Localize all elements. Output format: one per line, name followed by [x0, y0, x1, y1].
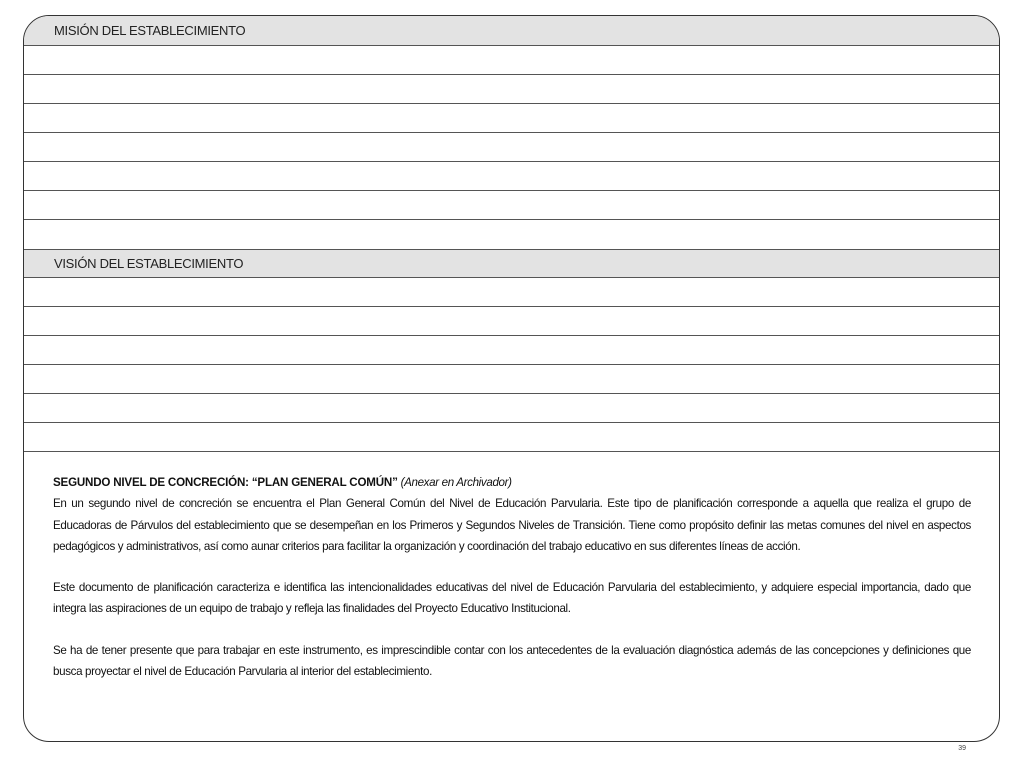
mision-line[interactable]: [24, 46, 999, 75]
mision-line[interactable]: [24, 220, 999, 249]
paragraph-2: Este documento de planificación caracteriza e identifica las intencionalidades educativas del nivel de Educación Parvularia del establecimiento, y adquiere especial importancia, dado que integra las aspiraciones de un equipo de trabajo y refleja las finalidades del Proyecto Educativo Institucional.: [53, 581, 971, 616]
segundo-nivel-section: [24, 452, 999, 682]
vision-line[interactable]: [24, 307, 999, 336]
vision-line[interactable]: [24, 394, 999, 423]
form-frame: [23, 15, 1000, 742]
paragraph-3: Se ha de tener presente que para trabajar en este instrumento, es imprescindible contar con los antecedentes de la evaluación diagnóstica además de las concepciones y definiciones que busca proyectar el nivel de Educación Parvularia al interior del establecimiento.: [53, 643, 971, 679]
mision-line[interactable]: [24, 104, 999, 133]
mision-line[interactable]: [24, 75, 999, 104]
mision-lines: [24, 46, 999, 249]
mision-line[interactable]: [24, 191, 999, 220]
paragraph-1: En un segundo nivel de concreción se encuentra el Plan General Común del Nivel de Educación Parvularia. Este tipo de planificación corresponde a aquella que realiza el grupo de Educadoras de Párvulos del establecimiento que se desempeñan en los Primeros y Segundos Niveles de Transición. Tiene como propósito definir las metas comunes del nivel en aspectos pedagógicos y administrativos, así como aunar criterios para facilitar la organización y coordinación del trabajo educativo en sus diferentes líneas de acción.: [53, 497, 971, 553]
segundo-nivel-heading: [53, 472, 971, 493]
vision-title: VISIÓN DEL ESTABLECIMIENTO: [54, 256, 244, 271]
segundo-nivel-note: (Anexar en Archivador): [400, 476, 512, 489]
mision-header: [24, 16, 999, 46]
vision-line[interactable]: [24, 336, 999, 365]
vision-lines: [24, 278, 999, 452]
vision-line[interactable]: [24, 423, 999, 452]
vision-header: [24, 249, 999, 278]
vision-line[interactable]: [24, 365, 999, 394]
vision-line[interactable]: [24, 278, 999, 307]
mision-title: MISIÓN DEL ESTABLECIMIENTO: [54, 23, 246, 38]
mision-line[interactable]: [24, 162, 999, 191]
mision-line[interactable]: [24, 133, 999, 162]
segundo-nivel-title: SEGUNDO NIVEL DE CONCRECIÓN: “PLAN GENERAL COMÚN”: [53, 476, 398, 489]
page-number: 39: [958, 745, 966, 752]
